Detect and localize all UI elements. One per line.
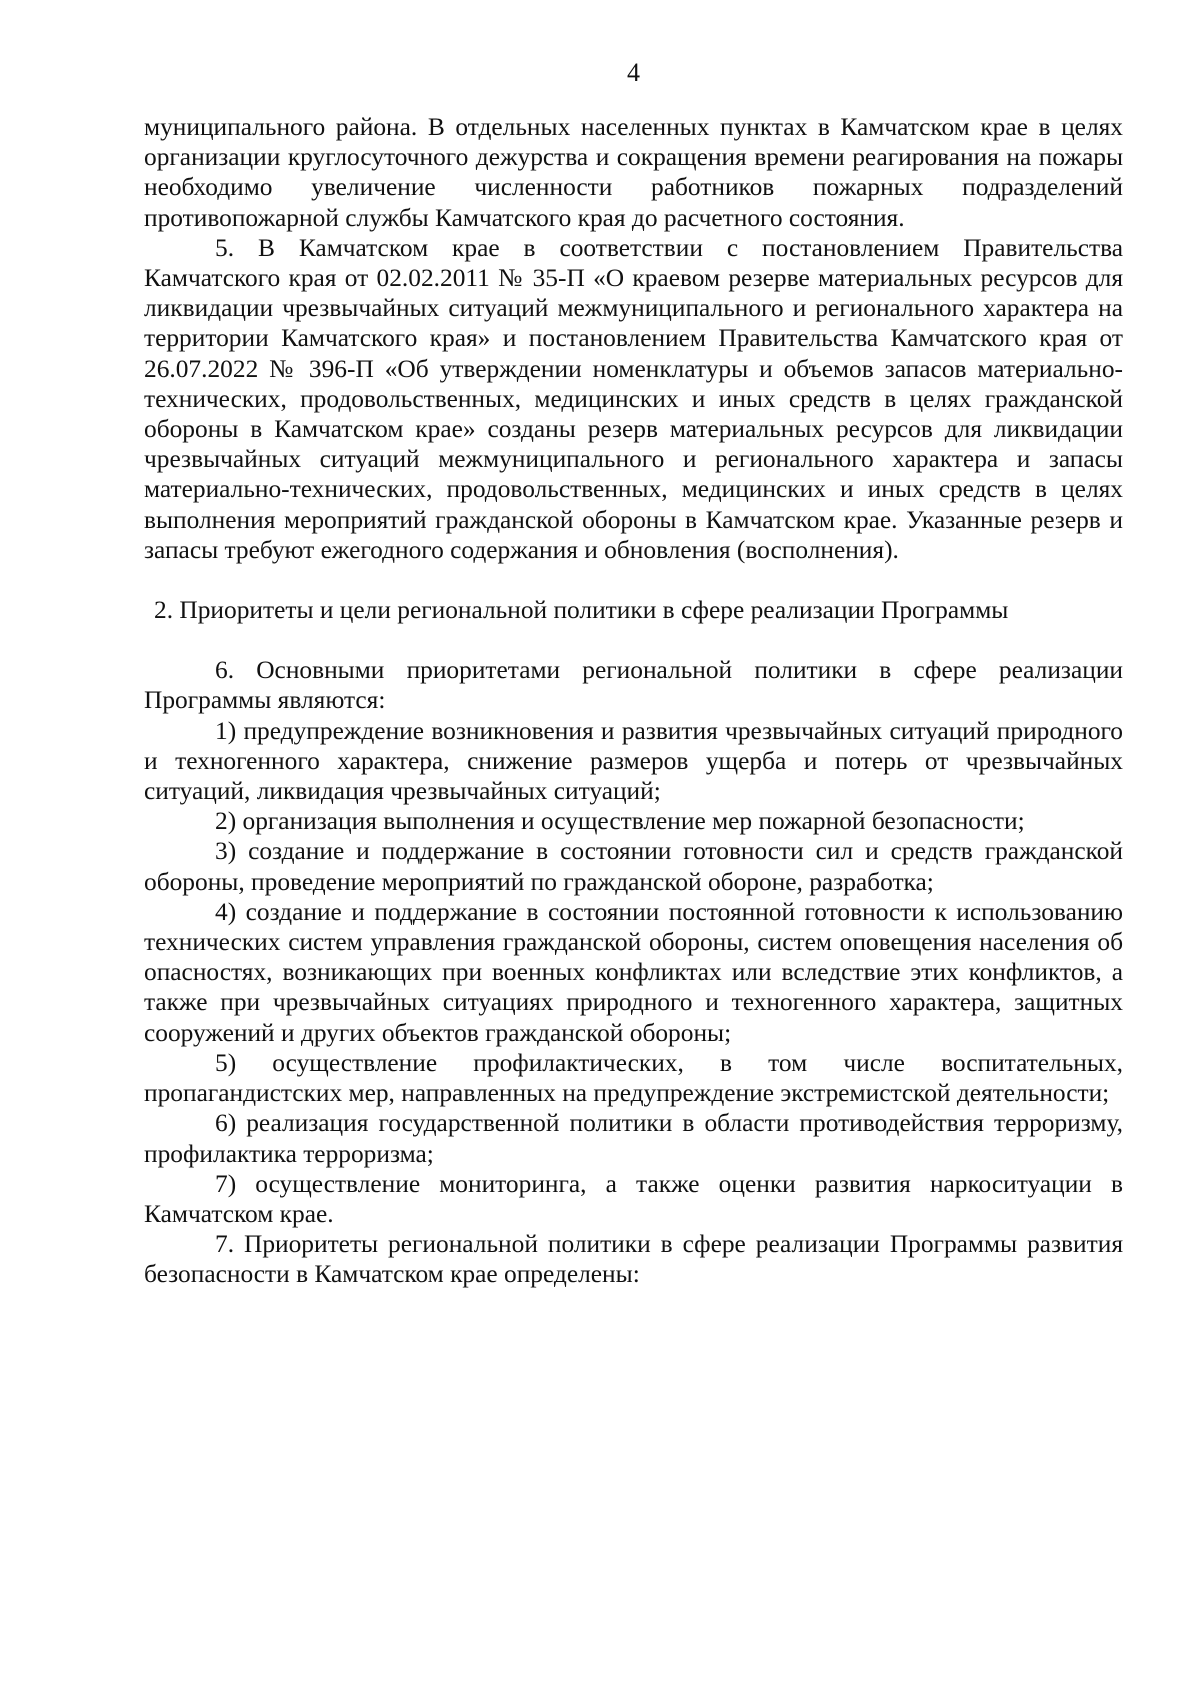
paragraph: 4) создание и поддержание в состоянии постоянной готовности к использованию технических систем управления гражданской обороны, систем оповещения населения об опасностях, возникающих при военных конфликтах или вследствие этих конфликтов, а также при чрезвычайных ситуациях природного и техногенного характера, защитных сооружений и других объектов гражданской обороны; bbox=[144, 897, 1123, 1047]
section-heading: 2. Приоритеты и цели региональной политики в сфере реализации Программы bbox=[154, 596, 1009, 625]
paragraph: 6. Основными приоритетами региональной политики в сфере реализации Программы являются: bbox=[144, 656, 1123, 715]
paragraph: 5. В Камчатском крае в соответствии с постановлением Правительства Камчатского края от 02.02.2011 № 35-П «О краевом резерве материальных ресурсов для ликвидации чрезвычайных ситуаций межмуниципального и регионального характера на территории Камчатского края» и постановлением Правительства Камчатского края от 26.07.2022 № 396-П «Об утверждении номенклатуры и объемов запасов материально-технических, продовольственных, медицинских и иных средств в целях гражданской обороны в Камчатском крае» созданы резерв материальных ресурсов для ликвидации чрезвычайных ситуаций межмуниципального и регионального характера и запасы материально-технических, продовольственных, медицинских и иных средств в целях выполнения мероприятий гражданской обороны в Камчатском крае. Указанные резерв и запасы требуют ежегодного содержания и обновления (восполнения). bbox=[144, 233, 1123, 564]
paragraph: 3) создание и поддержание в состоянии готовности сил и средств гражданской обороны, проведение мероприятий по гражданской обороне, разработка; bbox=[144, 837, 1123, 896]
paragraph: 7) осуществление мониторинга, а также оценки развития наркоситуации в Камчатском крае. bbox=[144, 1169, 1123, 1228]
paragraph: 7. Приоритеты региональной политики в сфере реализации Программы развития безопасности в Камчатском крае определены: bbox=[144, 1230, 1123, 1289]
page-number: 4 bbox=[627, 58, 640, 87]
paragraph: 5) осуществление профилактических, в том числе воспитательных, пропагандистских мер, направленных на предупреждение экстремистской деятельности; bbox=[144, 1048, 1123, 1108]
paragraph: 1) предупреждение возникновения и развития чрезвычайных ситуаций природного и техногенного характера, снижение размеров ущерба и потерь от чрезвычайных ситуаций, ликвидация чрезвычайных ситуаций; bbox=[144, 716, 1123, 806]
paragraph: муниципального района. В отдельных населенных пунктах в Камчатском крае в целях организации круглосуточного дежурства и сокращения времени реагирования на пожары необходимо увеличение численности работников пожарных подразделений противопожарной службы Камчатского края до расчетного состояния. bbox=[144, 113, 1123, 232]
paragraphs-before-heading bbox=[144, 112, 1123, 565]
paragraphs-after-heading bbox=[144, 655, 1123, 1289]
paragraph: 6) реализация государственной политики в области противодействия терроризму, профилактика терроризма; bbox=[144, 1109, 1123, 1168]
document-body bbox=[144, 112, 1123, 1290]
paragraph: 2) организация выполнения и осуществление мер пожарной безопасности; bbox=[215, 807, 1025, 836]
